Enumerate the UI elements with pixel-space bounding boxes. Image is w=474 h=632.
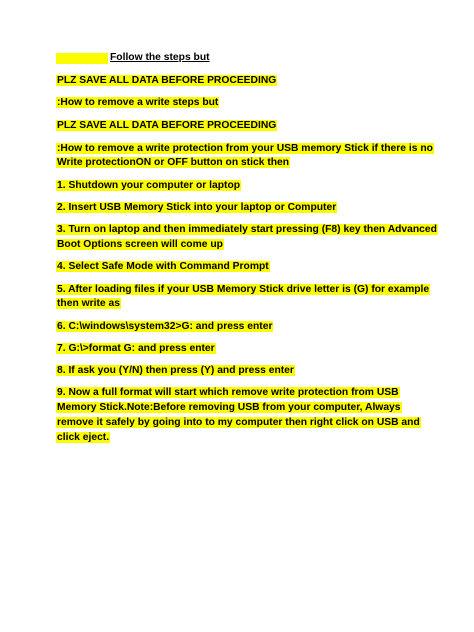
step-4 [56, 259, 270, 275]
step-9-text-3: remove it safely by going into to my computer then right click on USB and [57, 417, 420, 428]
step-9-text-4: click eject. [57, 432, 110, 443]
heading-text: :How to remove a write steps but [57, 97, 219, 108]
step-1-text: 1. Shutdown your computer or laptop [57, 180, 241, 191]
step-6 [56, 319, 273, 335]
step-7 [56, 341, 216, 357]
warning-text-2: PLZ SAVE ALL DATA BEFORE PROCEEDING [57, 120, 277, 131]
step-3-line-1 [56, 222, 438, 238]
warning-line-2 [56, 118, 277, 134]
step-8 [56, 363, 295, 379]
step-5-line-2 [56, 296, 121, 312]
document-title: Follow the steps but [110, 52, 210, 63]
intro-text-1: :How to remove a write protection from your USB memory Stick if there is no [57, 143, 433, 154]
intro-text-2: Write protectionON or OFF button on stick then [57, 157, 290, 168]
title-highlight-block [56, 53, 108, 64]
step-5-text-1: 5. After loading files if your USB Memory Stick drive letter is (G) for example [57, 284, 430, 295]
step-9-text-2: Memory Stick.Note:Before removing USB from your computer, Always [57, 402, 401, 413]
heading-line [56, 95, 219, 111]
step-8-text: 8. If ask you (Y/N) then press (Y) and press enter [57, 365, 294, 376]
warning-line-1 [56, 73, 277, 89]
step-2-text: 2. Insert USB Memory Stick into your laptop or Computer [57, 202, 337, 213]
step-9-text-1: 9. Now a full format will start which remove write protection from USB [57, 387, 399, 398]
step-6-text: 6. C:\windows\system32>G: and press enter [57, 321, 273, 332]
step-2 [56, 200, 337, 216]
step-9-line-4 [56, 430, 110, 446]
step-9-line-1 [56, 385, 400, 401]
step-3-text-1: 3. Turn on laptop and then immediately start pressing (F8) key then Advanced [57, 224, 437, 235]
step-5-text-2: then write as [57, 298, 120, 309]
intro-line-2 [56, 155, 290, 171]
step-4-text: 4. Select Safe Mode with Command Prompt [57, 261, 269, 272]
step-3-line-2 [56, 237, 224, 253]
warning-text-1: PLZ SAVE ALL DATA BEFORE PROCEEDING [57, 75, 277, 86]
step-1 [56, 178, 241, 194]
title-row [56, 51, 210, 65]
step-3-text-2: Boot Options screen will come up [57, 239, 223, 250]
step-9-line-3 [56, 415, 421, 431]
step-7-text: 7. G:\>format G: and press enter [57, 343, 215, 354]
step-9-line-2 [56, 400, 402, 416]
